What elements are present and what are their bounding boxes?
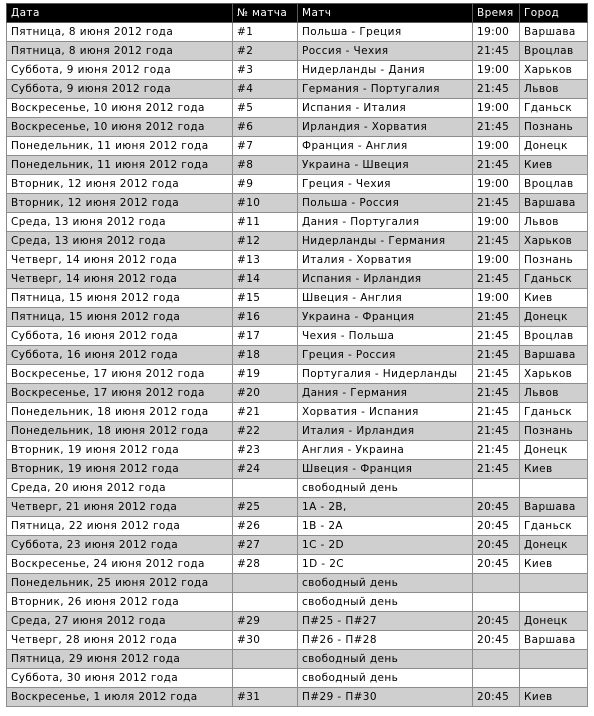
cell-match-number: #11: [233, 213, 298, 232]
cell-match-number: #30: [233, 631, 298, 650]
cell-city: Варшава: [520, 498, 588, 517]
cell-city: Варшава: [520, 346, 588, 365]
cell-date: Понедельник, 11 июня 2012 года: [7, 156, 233, 175]
cell-match: Дания - Германия: [298, 384, 473, 403]
cell-time: [473, 479, 520, 498]
cell-match-number: [233, 593, 298, 612]
cell-date: Четверг, 28 июня 2012 года: [7, 631, 233, 650]
cell-match-number: #20: [233, 384, 298, 403]
table-row: [7, 327, 588, 346]
table-row: [7, 574, 588, 593]
table-body: [7, 23, 588, 707]
column-header-match: Матч: [298, 4, 473, 23]
cell-match: Ирландия - Хорватия: [298, 118, 473, 137]
table-row: [7, 517, 588, 536]
cell-date: Суббота, 16 июня 2012 года: [7, 327, 233, 346]
cell-match: 1А - 2В,: [298, 498, 473, 517]
cell-city: Харьков: [520, 365, 588, 384]
cell-date: Среда, 13 июня 2012 года: [7, 213, 233, 232]
table-row: [7, 688, 588, 707]
table-row: [7, 612, 588, 631]
cell-date: Воскресенье, 17 июня 2012 года: [7, 365, 233, 384]
table-row: [7, 156, 588, 175]
cell-city: Донецк: [520, 308, 588, 327]
cell-match-number: #27: [233, 536, 298, 555]
cell-date: Вторник, 19 июня 2012 года: [7, 460, 233, 479]
cell-city: Вроцлав: [520, 175, 588, 194]
cell-city: Львов: [520, 384, 588, 403]
table-row: [7, 270, 588, 289]
cell-date: Воскресенье, 24 июня 2012 года: [7, 555, 233, 574]
cell-match: Греция - Чехия: [298, 175, 473, 194]
cell-city: Харьков: [520, 61, 588, 80]
cell-city: Познань: [520, 251, 588, 270]
cell-match: свободный день: [298, 479, 473, 498]
table-row: [7, 80, 588, 99]
cell-match: 1В - 2А: [298, 517, 473, 536]
cell-time: 21:45: [473, 156, 520, 175]
cell-match-number: #4: [233, 80, 298, 99]
cell-match-number: #26: [233, 517, 298, 536]
cell-city: Гданьск: [520, 270, 588, 289]
cell-match: Испания - Италия: [298, 99, 473, 118]
cell-time: 20:45: [473, 517, 520, 536]
cell-match: Англия - Украина: [298, 441, 473, 460]
cell-city: Варшава: [520, 194, 588, 213]
cell-city: Вроцлав: [520, 327, 588, 346]
table-header-row: [7, 4, 588, 23]
cell-date: Суббота, 9 июня 2012 года: [7, 80, 233, 99]
cell-city: Варшава: [520, 23, 588, 42]
column-header-match-number: № матча: [233, 4, 298, 23]
table-row: [7, 593, 588, 612]
cell-match-number: #24: [233, 460, 298, 479]
cell-city: Киев: [520, 555, 588, 574]
cell-date: Воскресенье, 10 июня 2012 года: [7, 99, 233, 118]
cell-time: 21:45: [473, 308, 520, 327]
cell-time: 19:00: [473, 175, 520, 194]
cell-match-number: #16: [233, 308, 298, 327]
table-row: [7, 137, 588, 156]
cell-time: 21:45: [473, 441, 520, 460]
cell-date: Понедельник, 18 июня 2012 года: [7, 403, 233, 422]
cell-city: [520, 669, 588, 688]
cell-city: Донецк: [520, 137, 588, 156]
cell-city: Львов: [520, 80, 588, 99]
cell-city: Харьков: [520, 232, 588, 251]
table-row: [7, 650, 588, 669]
table-row: [7, 384, 588, 403]
cell-city: Львов: [520, 213, 588, 232]
cell-time: 21:45: [473, 460, 520, 479]
table-row: [7, 232, 588, 251]
match-schedule-table: [6, 3, 588, 707]
table-row: [7, 289, 588, 308]
cell-match-number: #9: [233, 175, 298, 194]
cell-time: 19:00: [473, 289, 520, 308]
cell-date: Среда, 20 июня 2012 года: [7, 479, 233, 498]
cell-match-number: #29: [233, 612, 298, 631]
cell-match-number: #3: [233, 61, 298, 80]
cell-date: Четверг, 14 июня 2012 года: [7, 270, 233, 289]
table-row: [7, 61, 588, 80]
table-row: [7, 251, 588, 270]
cell-match: Украина - Швеция: [298, 156, 473, 175]
cell-match-number: [233, 479, 298, 498]
table-row: [7, 536, 588, 555]
cell-time: 21:45: [473, 42, 520, 61]
table-row: [7, 99, 588, 118]
cell-date: Пятница, 8 июня 2012 года: [7, 42, 233, 61]
cell-match: Россия - Чехия: [298, 42, 473, 61]
cell-date: Пятница, 29 июня 2012 года: [7, 650, 233, 669]
cell-date: Четверг, 14 июня 2012 года: [7, 251, 233, 270]
cell-match-number: #12: [233, 232, 298, 251]
cell-city: Гданьск: [520, 403, 588, 422]
cell-city: Киев: [520, 688, 588, 707]
table-row: [7, 23, 588, 42]
table-row: [7, 346, 588, 365]
table-row: [7, 498, 588, 517]
cell-match: 1С - 2D: [298, 536, 473, 555]
table-row: [7, 669, 588, 688]
cell-time: 20:45: [473, 612, 520, 631]
cell-time: 19:00: [473, 23, 520, 42]
cell-match: Португалия - Нидерланды: [298, 365, 473, 384]
cell-city: Донецк: [520, 441, 588, 460]
table-row: [7, 175, 588, 194]
column-header-city: Город: [520, 4, 588, 23]
cell-time: [473, 650, 520, 669]
cell-city: Варшава: [520, 631, 588, 650]
cell-date: Суббота, 9 июня 2012 года: [7, 61, 233, 80]
cell-match: П#29 - П#30: [298, 688, 473, 707]
cell-date: Вторник, 26 июня 2012 года: [7, 593, 233, 612]
cell-match: П#25 - П#27: [298, 612, 473, 631]
cell-match: Хорватия - Испания: [298, 403, 473, 422]
cell-time: 20:45: [473, 498, 520, 517]
table-row: [7, 460, 588, 479]
cell-match-number: [233, 574, 298, 593]
cell-city: [520, 650, 588, 669]
cell-match-number: #1: [233, 23, 298, 42]
column-header-date: Дата: [7, 4, 233, 23]
cell-city: Вроцлав: [520, 42, 588, 61]
cell-match-number: [233, 650, 298, 669]
table-row: [7, 555, 588, 574]
cell-date: Суббота, 23 июня 2012 года: [7, 536, 233, 555]
cell-time: 19:00: [473, 99, 520, 118]
cell-match-number: #14: [233, 270, 298, 289]
cell-city: Донецк: [520, 536, 588, 555]
cell-match: Германия - Португалия: [298, 80, 473, 99]
cell-match-number: [233, 669, 298, 688]
cell-date: Вторник, 19 июня 2012 года: [7, 441, 233, 460]
cell-time: 20:45: [473, 688, 520, 707]
table-row: [7, 422, 588, 441]
cell-match-number: #8: [233, 156, 298, 175]
cell-time: 20:45: [473, 631, 520, 650]
cell-time: 20:45: [473, 536, 520, 555]
cell-date: Пятница, 22 июня 2012 года: [7, 517, 233, 536]
table-row: [7, 308, 588, 327]
cell-match: Испания - Ирландия: [298, 270, 473, 289]
cell-match-number: #19: [233, 365, 298, 384]
cell-date: Пятница, 15 июня 2012 года: [7, 289, 233, 308]
cell-time: [473, 593, 520, 612]
cell-time: 21:45: [473, 365, 520, 384]
cell-date: Суббота, 16 июня 2012 года: [7, 346, 233, 365]
cell-match-number: #10: [233, 194, 298, 213]
cell-match: Швеция - Франция: [298, 460, 473, 479]
cell-match-number: #21: [233, 403, 298, 422]
cell-match: свободный день: [298, 574, 473, 593]
cell-match: свободный день: [298, 669, 473, 688]
cell-date: Четверг, 21 июня 2012 года: [7, 498, 233, 517]
cell-date: Воскресенье, 17 июня 2012 года: [7, 384, 233, 403]
cell-time: 21:45: [473, 118, 520, 137]
cell-time: 21:45: [473, 346, 520, 365]
cell-date: Воскресенье, 1 июля 2012 года: [7, 688, 233, 707]
cell-city: [520, 574, 588, 593]
cell-match: Греция - Россия: [298, 346, 473, 365]
cell-match-number: #28: [233, 555, 298, 574]
cell-city: Гданьск: [520, 99, 588, 118]
cell-match-number: #23: [233, 441, 298, 460]
cell-city: Гданьск: [520, 517, 588, 536]
cell-time: 21:45: [473, 194, 520, 213]
cell-match-number: #7: [233, 137, 298, 156]
cell-time: 21:45: [473, 270, 520, 289]
cell-city: Киев: [520, 289, 588, 308]
cell-time: 21:45: [473, 384, 520, 403]
table-row: [7, 365, 588, 384]
cell-time: 21:45: [473, 232, 520, 251]
cell-time: [473, 574, 520, 593]
cell-match: Дания - Португалия: [298, 213, 473, 232]
cell-match-number: #25: [233, 498, 298, 517]
cell-time: 19:00: [473, 61, 520, 80]
cell-match: П#26 - П#28: [298, 631, 473, 650]
cell-date: Понедельник, 18 июня 2012 года: [7, 422, 233, 441]
table-row: [7, 479, 588, 498]
cell-date: Вторник, 12 июня 2012 года: [7, 194, 233, 213]
cell-time: 21:45: [473, 403, 520, 422]
table-row: [7, 213, 588, 232]
cell-time: 19:00: [473, 251, 520, 270]
cell-match-number: #22: [233, 422, 298, 441]
cell-match: 1D - 2C: [298, 555, 473, 574]
cell-match: Чехия - Польша: [298, 327, 473, 346]
cell-time: [473, 669, 520, 688]
table-row: [7, 194, 588, 213]
table-row: [7, 441, 588, 460]
cell-date: Вторник, 12 июня 2012 года: [7, 175, 233, 194]
cell-date: Среда, 27 июня 2012 года: [7, 612, 233, 631]
cell-time: 19:00: [473, 213, 520, 232]
table-row: [7, 42, 588, 61]
table-row: [7, 631, 588, 650]
cell-match-number: #17: [233, 327, 298, 346]
cell-match-number: #13: [233, 251, 298, 270]
cell-time: 21:45: [473, 327, 520, 346]
table-row: [7, 118, 588, 137]
cell-match-number: #5: [233, 99, 298, 118]
cell-match-number: #31: [233, 688, 298, 707]
cell-match: Нидерланды - Дания: [298, 61, 473, 80]
cell-time: 19:00: [473, 137, 520, 156]
cell-city: Киев: [520, 156, 588, 175]
cell-time: 20:45: [473, 555, 520, 574]
cell-match: Италия - Хорватия: [298, 251, 473, 270]
cell-city: Познань: [520, 422, 588, 441]
cell-match: Нидерланды - Германия: [298, 232, 473, 251]
cell-time: 21:45: [473, 80, 520, 99]
cell-match: свободный день: [298, 650, 473, 669]
cell-match: Украина - Франция: [298, 308, 473, 327]
cell-match: Италия - Ирландия: [298, 422, 473, 441]
cell-date: Суббота, 30 июня 2012 года: [7, 669, 233, 688]
cell-city: [520, 593, 588, 612]
cell-city: Познань: [520, 118, 588, 137]
cell-match-number: #6: [233, 118, 298, 137]
cell-match-number: #15: [233, 289, 298, 308]
cell-date: Пятница, 8 июня 2012 года: [7, 23, 233, 42]
cell-time: 21:45: [473, 422, 520, 441]
cell-city: Киев: [520, 460, 588, 479]
cell-match: Швеция - Англия: [298, 289, 473, 308]
cell-date: Воскресенье, 10 июня 2012 года: [7, 118, 233, 137]
cell-city: [520, 479, 588, 498]
cell-date: Понедельник, 11 июня 2012 года: [7, 137, 233, 156]
cell-match: свободный день: [298, 593, 473, 612]
cell-match: Польша - Греция: [298, 23, 473, 42]
column-header-time: Время: [473, 4, 520, 23]
cell-date: Пятница, 15 июня 2012 года: [7, 308, 233, 327]
cell-match-number: #18: [233, 346, 298, 365]
cell-date: Понедельник, 25 июня 2012 года: [7, 574, 233, 593]
table-row: [7, 403, 588, 422]
cell-match-number: #2: [233, 42, 298, 61]
cell-city: Донецк: [520, 612, 588, 631]
cell-match: Польша - Россия: [298, 194, 473, 213]
cell-date: Среда, 13 июня 2012 года: [7, 232, 233, 251]
cell-match: Франция - Англия: [298, 137, 473, 156]
